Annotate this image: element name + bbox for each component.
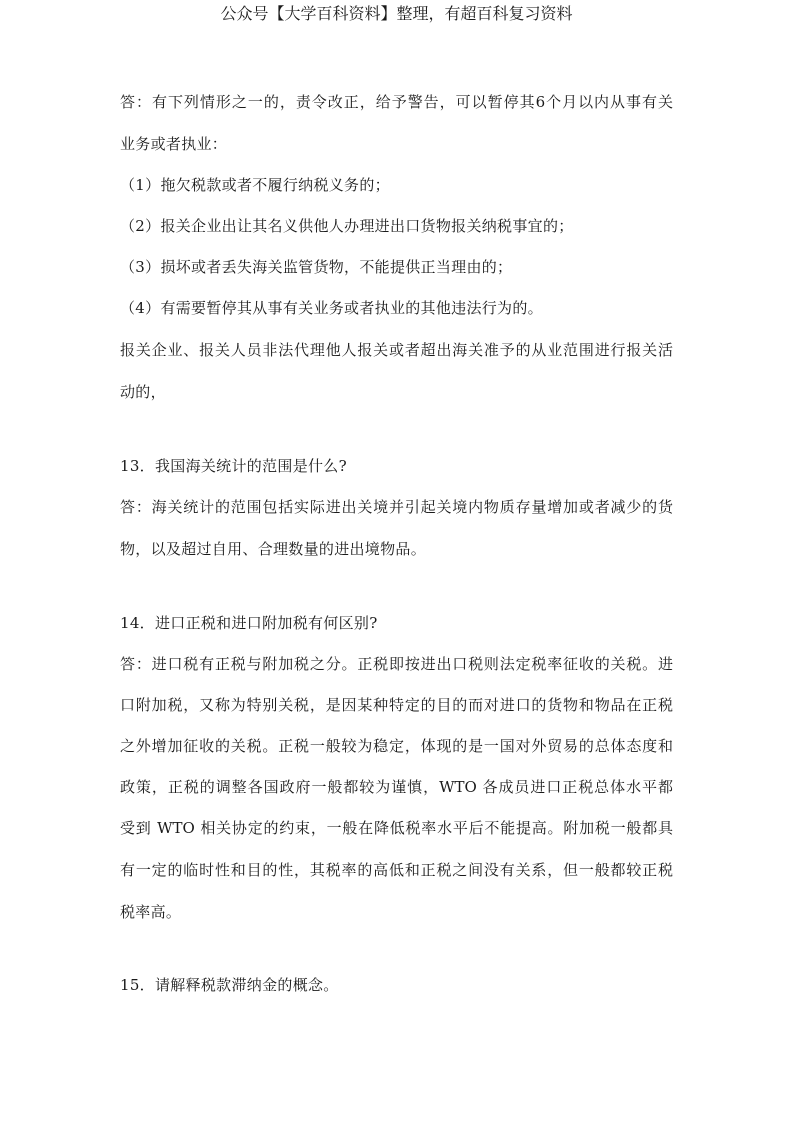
page-header: 公众号【大学百科资料】整理，有超百科复习资料 <box>220 4 573 23</box>
q12-item-2: （2）报关企业出让其名义供他人办理进出口货物报关纳税事宜的； <box>120 217 574 235</box>
q12-tail-line-1: 报关企业、报关人员非法代理他人报关或者超出海关准予的从业范围进行报关活 <box>120 341 673 359</box>
q14-answer-line-5: 受到 WTO 相关协定的约束，一般在降低税率水平后不能提高。附加税一般都具 <box>120 819 673 837</box>
q14-answer-line-3: 之外增加征收的关税。正税一般较为稳定，体现的是一国对外贸易的总体态度和 <box>120 737 673 755</box>
q14-answer-line-4: 政策，正税的调整各国政府一般都较为谨慎，WTO 各成员进口正税总体水平都 <box>120 778 673 796</box>
q12-answer-line-1: 答：有下列情形之一的，责令改正，给予警告，可以暂停其6个月以内从事有关 <box>120 93 673 111</box>
q12-answer-line-2: 业务或者执业： <box>120 135 228 153</box>
q14-answer-line-7: 税率高。 <box>120 903 182 921</box>
q15-question: 15．请解释税款滞纳金的概念。 <box>120 976 339 994</box>
q14-answer-line-1: 答：进口税有正税与附加税之分。正税即按进出口税则法定税率征收的关税。进 <box>120 655 673 673</box>
q13-answer-line-1: 答：海关统计的范围包括实际进出关境并引起关境内物质存量增加或者减少的货 <box>120 498 673 516</box>
q12-item-4: （4）有需要暂停其从事有关业务或者执业的其他违法行为的。 <box>120 299 543 317</box>
q14-question: 14．进口正税和进口附加税有何区别? <box>120 614 378 632</box>
q13-answer-line-2: 物，以及超过自用、合理数量的进出境物品。 <box>120 540 427 558</box>
q12-item-1: （1）拖欠税款或者不履行纳税义务的； <box>120 176 390 194</box>
q14-answer-line-2: 口附加税，又称为特别关税，是因某种特定的目的而对进口的货物和物品在正税 <box>120 696 673 714</box>
q12-item-3: （3）损坏或者丢失海关监管货物，不能提供正当理由的； <box>120 258 513 276</box>
q13-question: 13．我国海关统计的范围是什么? <box>120 457 347 475</box>
q14-answer-line-6: 有一定的临时性和目的性，其税率的高低和正税之间没有关系，但一般都较正税 <box>120 861 673 879</box>
q12-tail-line-2: 动的， <box>120 383 166 401</box>
